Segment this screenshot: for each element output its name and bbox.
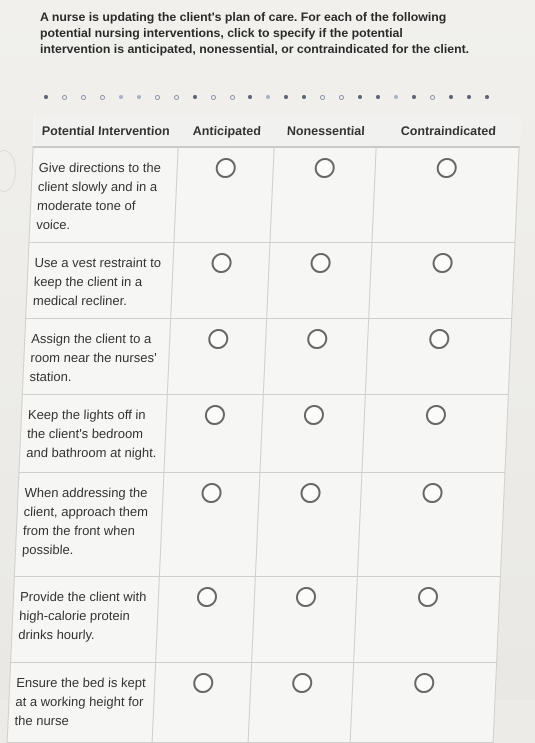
nonessential-radio[interactable]	[295, 587, 316, 607]
intervention-text: Use a vest restraint to keep the client in a medical recliner.	[26, 243, 174, 319]
intervention-text: Assign the client to a room near the nurses' station.	[22, 319, 170, 395]
anticipated-radio[interactable]	[204, 405, 225, 425]
header-nonessential: Nonessential	[274, 116, 377, 147]
anticipated-radio[interactable]	[215, 158, 236, 178]
contraindicated-radio[interactable]	[422, 483, 443, 503]
table-row	[11, 577, 501, 663]
nonessential-radio[interactable]	[306, 329, 327, 349]
table-row	[14, 473, 505, 577]
header-anticipated: Anticipated	[178, 116, 275, 147]
question-prompt: A nurse is updating the client's plan of care. For each of the following potential nursing interventions, click to specify if the potential intervention is anticipated, nonessential, or contraindicated for the client.	[40, 10, 470, 56]
table-row	[22, 319, 511, 395]
intervention-matrix	[7, 116, 521, 743]
nonessential-radio[interactable]	[310, 253, 331, 273]
contraindicated-radio[interactable]	[429, 329, 450, 349]
intervention-text: Give directions to the client slowly and in a moderate tone of voice.	[29, 147, 178, 243]
nonessential-radio[interactable]	[291, 673, 312, 693]
table-row	[7, 663, 496, 743]
contraindicated-radio[interactable]	[418, 587, 439, 607]
anticipated-radio[interactable]	[196, 587, 217, 607]
header-intervention: Potential Intervention	[33, 116, 179, 147]
intervention-text: Ensure the bed is kept at a working height for the nurse	[7, 663, 155, 743]
anticipated-radio[interactable]	[201, 483, 222, 503]
table-row	[26, 243, 515, 319]
table-row	[29, 147, 519, 243]
nonessential-radio[interactable]	[314, 158, 335, 178]
intervention-text: Keep the lights off in the client's bedroom and bathroom at night.	[19, 395, 167, 473]
contraindicated-radio[interactable]	[436, 158, 457, 178]
anticipated-radio[interactable]	[207, 329, 228, 349]
contraindicated-radio[interactable]	[426, 405, 447, 425]
matrix-header-row	[33, 116, 520, 147]
section-divider	[44, 92, 489, 102]
contraindicated-radio[interactable]	[414, 673, 435, 693]
matrix-table-wrapper	[0, 116, 535, 728]
header-contraindicated: Contraindicated	[376, 116, 520, 147]
contraindicated-radio[interactable]	[432, 253, 453, 273]
anticipated-radio[interactable]	[211, 253, 232, 273]
nonessential-radio[interactable]	[300, 483, 321, 503]
table-row	[19, 395, 508, 473]
anticipated-radio[interactable]	[192, 673, 213, 693]
nonessential-radio[interactable]	[303, 405, 324, 425]
intervention-text: When addressing the client, approach them from the front when possible.	[14, 473, 164, 577]
intervention-text: Provide the client with high-calorie protein drinks hourly.	[11, 577, 160, 663]
